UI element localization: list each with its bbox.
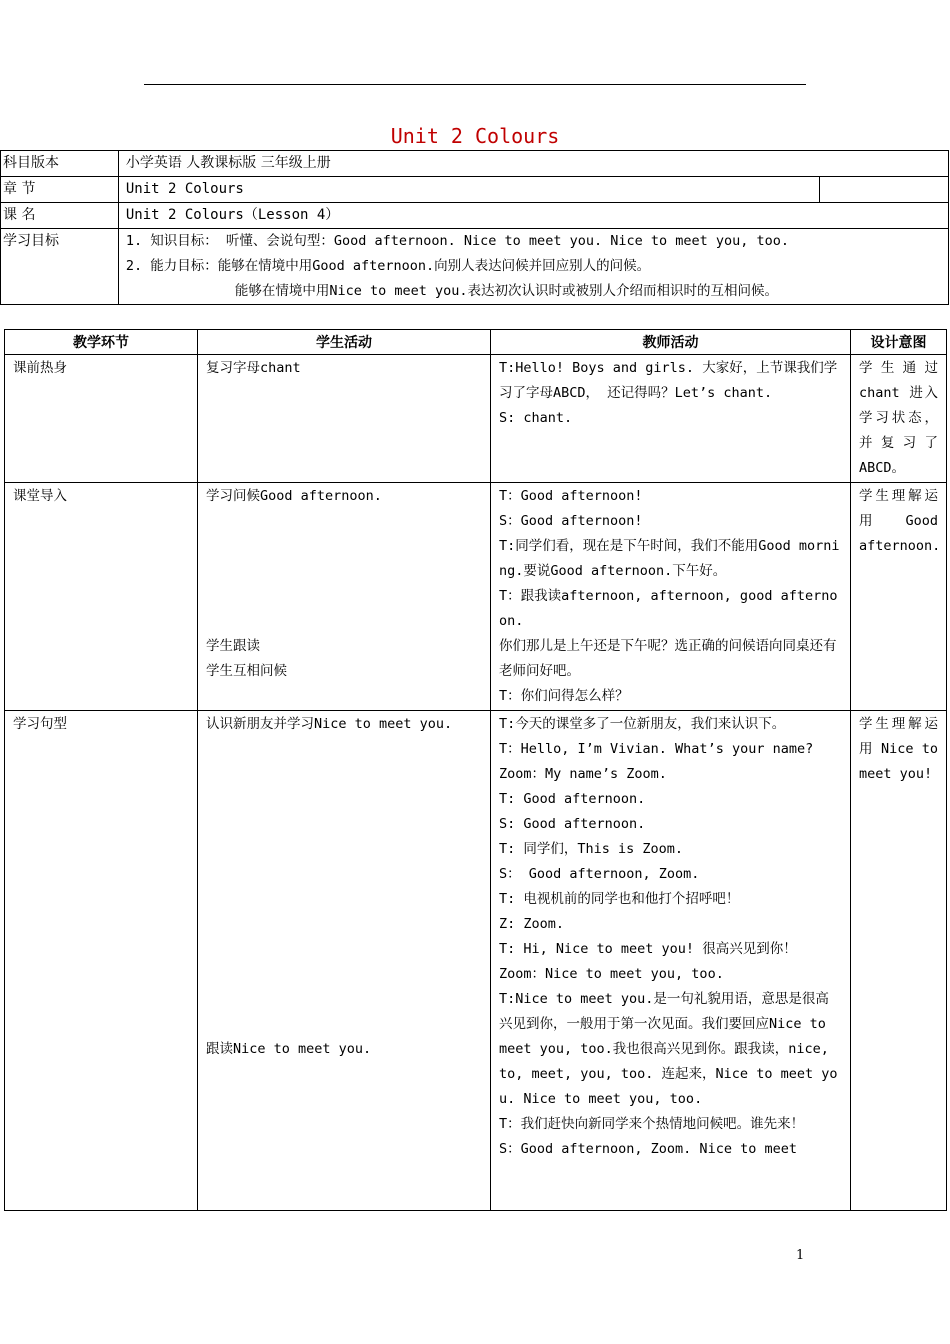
teacher-activity-cell-line: S：Good afternoon!	[499, 513, 643, 529]
goal-line-1: 1. 知识目标： 听懂、会说句型：Good afternoon. Nice to meet you. Nice to meet you, too.	[125, 233, 790, 249]
student-activity-cell-line	[206, 787, 482, 812]
student-activity-cell-line	[206, 609, 482, 634]
course-info-table	[0, 150, 949, 305]
teacher-activity-cell	[491, 711, 851, 1211]
design-intent-cell: 学生理解运用 Nice to meet you!	[851, 711, 947, 1211]
student-activity-cell-line	[206, 1012, 482, 1037]
subject-value: 小学英语 人教课标版 三年级上册	[118, 151, 948, 177]
student-activity-cell-line	[206, 762, 482, 787]
teacher-activity-cell-line: T：你们问得怎么样？	[499, 688, 629, 704]
teacher-activity-cell-line: T：Hello, I’m Vivian. What’s your name?	[499, 741, 814, 757]
student-activity-cell-line: 跟读Nice to meet you.	[206, 1041, 372, 1057]
stage-cell: 学习句型	[5, 711, 198, 1211]
chapter-row	[1, 177, 949, 203]
header-stage: 教学环节	[5, 330, 198, 355]
stage-cell: 课堂导入	[5, 483, 198, 711]
student-activity-cell-line	[206, 987, 482, 1012]
student-activity-cell-line: 学习问候Good afternoon.	[206, 488, 382, 504]
student-activity-cell-line	[206, 962, 482, 987]
teacher-activity-cell-line: T：Good afternoon!	[499, 488, 643, 504]
chapter-value: Unit 2 Colours	[118, 177, 819, 203]
student-activity-cell	[198, 355, 491, 483]
chapter-extra-cell	[820, 177, 949, 203]
goal-line-3: 能够在情境中用Nice to meet you.表达初次认识时或被别人介绍而相识时的互相问候。	[234, 283, 779, 299]
student-activity-cell-line	[206, 509, 482, 534]
teacher-activity-cell-line: T: Good afternoon.	[499, 791, 646, 807]
teacher-activity-cell-line: T：我们赶快向新同学来个热情地问候吧。谁先来！	[499, 1116, 805, 1132]
teacher-activity-cell-line: T: Hi, Nice to meet you! 很高兴见到你！	[499, 941, 797, 957]
header-teacher: 教师活动	[491, 330, 851, 355]
teacher-activity-cell-line: S: Good afternoon.	[499, 816, 646, 832]
student-activity-cell-line: 学生跟读	[206, 638, 260, 654]
student-activity-cell	[198, 483, 491, 711]
header-rule	[144, 84, 806, 85]
teacher-activity-cell-line: S: chant.	[499, 410, 573, 426]
stage-cell: 课前热身	[5, 355, 198, 483]
table-row	[5, 711, 947, 1211]
teaching-process-table	[4, 329, 947, 1211]
teacher-activity-cell	[491, 355, 851, 483]
design-intent-cell: 学生理解运用 Good afternoon.	[851, 483, 947, 711]
student-activity-cell-line	[206, 812, 482, 837]
teacher-activity-cell-line: T: 同学们，This is Zoom.	[499, 841, 684, 857]
page-title: Unit 2 Colours	[390, 124, 560, 148]
student-activity-cell-line	[206, 737, 482, 762]
chapter-label: 章 节	[1, 177, 119, 203]
teacher-activity-cell-line: T：跟我读afternoon, afternoon, good afternoon.	[499, 588, 838, 629]
goals-label: 学习目标	[1, 229, 119, 305]
teacher-activity-cell-line: T:同学们看，现在是下午时间，我们不能用Good morning.要说Good afternoon.下午好。	[499, 538, 840, 579]
lesson-row	[1, 203, 949, 229]
page-number: 1	[796, 1248, 805, 1263]
subject-row	[1, 151, 949, 177]
student-activity-cell-line	[206, 937, 482, 962]
lesson-value: Unit 2 Colours（Lesson 4）	[118, 203, 948, 229]
student-activity-cell-line	[206, 837, 482, 862]
goals-value	[118, 229, 948, 305]
header-student: 学生活动	[198, 330, 491, 355]
goal-line-2: 2. 能力目标：能够在情境中用Good afternoon.向别人表达问候并回应别人的问候。	[125, 258, 651, 274]
teacher-activity-cell-line: T:今天的课堂多了一位新朋友，我们来认识下。	[499, 716, 786, 732]
student-activity-cell-line	[206, 584, 482, 609]
student-activity-cell-line	[206, 887, 482, 912]
header-intent: 设计意图	[851, 330, 947, 355]
student-activity-cell-line	[206, 912, 482, 937]
teacher-activity-cell-line: S： Good afternoon, Zoom.	[499, 866, 700, 882]
student-activity-cell-line	[206, 559, 482, 584]
teacher-activity-cell-line: Zoom：Nice to meet you, too.	[499, 966, 724, 982]
teacher-activity-cell-line: 你们那儿是上午还是下午呢？选正确的问候语向同桌还有老师问好吧。	[499, 638, 837, 679]
teacher-activity-cell-line: T: 电视机前的同学也和他打个招呼吧！	[499, 891, 740, 907]
table-row	[5, 355, 947, 483]
teacher-activity-cell-line: Z: Zoom.	[499, 916, 565, 932]
teacher-activity-cell	[491, 483, 851, 711]
goals-row	[1, 229, 949, 305]
teacher-activity-cell-line: S：Good afternoon, Zoom. Nice to meet	[499, 1141, 797, 1157]
student-activity-cell	[198, 711, 491, 1211]
student-activity-cell-line: 复习字母chant	[206, 360, 301, 376]
student-activity-cell-line: 学生互相问候	[206, 663, 287, 679]
student-activity-cell-line: 认识新朋友并学习Nice to meet you.	[206, 716, 453, 732]
teacher-activity-cell-line: T:Hello! Boys and girls. 大家好，上节课我们学习了字母ABCD， 还记得吗？Let’s chant.	[499, 360, 838, 401]
teacher-activity-cell-line: Zoom：My name’s Zoom.	[499, 766, 667, 782]
student-activity-cell-line	[206, 862, 482, 887]
design-intent-cell: 学生通过chant 进入学习状态，并复习了ABCD。	[851, 355, 947, 483]
table-header-row	[5, 330, 947, 355]
subject-label: 科目版本	[1, 151, 119, 177]
table-body	[5, 355, 947, 1211]
lesson-label: 课 名	[1, 203, 119, 229]
teacher-activity-cell-line: T:Nice to meet you.是一句礼貌用语，意思是很高兴见到你，一般用于第一次见面。我们要回应Nice to meet you, too.我也很高兴见到你。跟我读，nice, to, meet, you, too. 连起来，Nice to meet you. Nice to meet you, too.	[499, 991, 838, 1107]
student-activity-cell-line	[206, 534, 482, 559]
table-row	[5, 483, 947, 711]
